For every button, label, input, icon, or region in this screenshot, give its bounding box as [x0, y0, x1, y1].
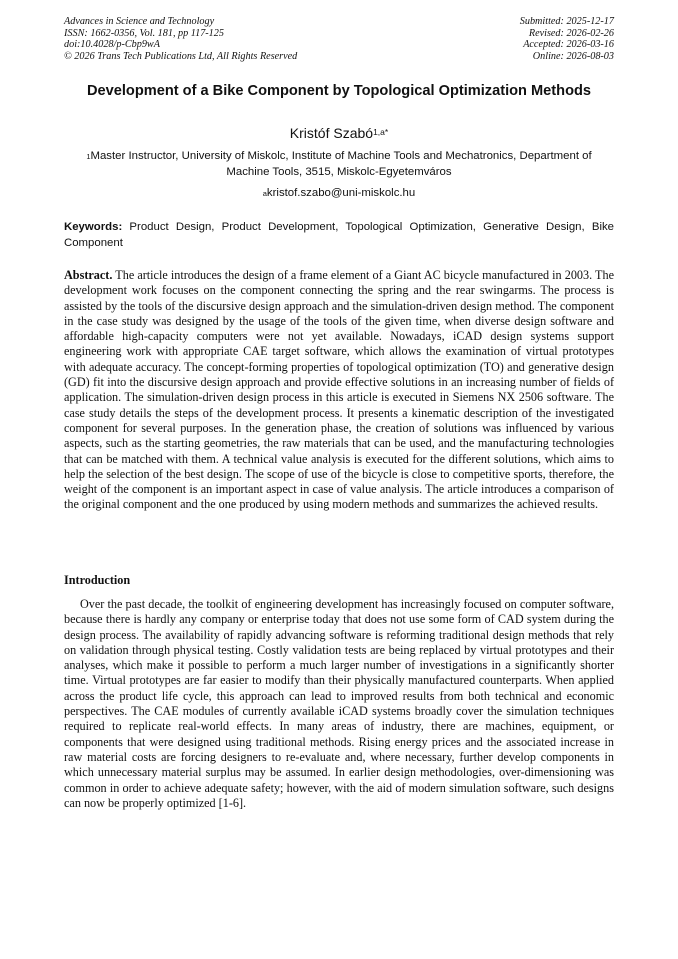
abstract	[64, 268, 614, 513]
journal-header-left	[64, 16, 297, 62]
journal-copyright: © 2026 Trans Tech Publications Ltd, All Rights Reserved	[64, 50, 298, 62]
paper-title: Development of a Bike Component by Topological Optimization Methods	[86, 83, 592, 99]
affiliation-text: Master Instructor, University of Miskolc, Institute of Machine Tools and Mechatronics, Department of Machine Tools, 3515, Miskolc-Egyetemváros	[90, 150, 592, 178]
email-superscript: a	[262, 189, 267, 198]
revised-date: Revised: 2026-02-26	[528, 27, 614, 39]
section-title-introduction: Introduction	[64, 573, 131, 587]
author-email: kristof.szabo@uni-miskolc.hu	[266, 187, 416, 199]
keywords	[64, 220, 614, 251]
online-date: Online: 2026-08-03	[532, 50, 614, 62]
author-line	[64, 124, 614, 142]
abstract-text: The article introduces the design of a frame element of a Giant AC bicycle manufactured in 2003. The development work focuses on the component connecting the spring and the rear swingarms. The process is assisted by the tools of the discursive design approach and the simulation-driven design method. The component in the case study was designed by the usage of the tools of the given time, when diverse design software and affordable high-capacity computers were not yet available. Nowadays, iCAD design systems support engineering work with appropriate CAE target software, which allows the examination of virtual prototypes with adequate accuracy. The concept-forming properties of topological optimization (TO) and generative design (GD) fit into the discursive design approach and provide effective solutions in an increasing number of fields of application. The simulation-driven design process in this article is executed in Siemens NX 2506 software. The case study details the steps of the development process. It presents a kinematic description of the investigated component for several purposes. In the generation phase, the creation of solutions was influenced by various aspects, such as the starting geometries, the raw materials that can be used, and the manufacturing technologies that can be matched with them. A technical value analysis is executed for the different solutions, which aims to help the selection of the best design. The scope of use of the bicycle is close to competitive sports, therefore, the weight of the component is an important aspect in case of value analysis. The article introduces a comparison of the original component and the one produced by using modern methods and summarizes the achieved results.	[64, 268, 614, 512]
affiliation-superscript: 1	[86, 152, 91, 161]
journal-issn: ISSN: 1662-0356, Vol. 181, pp 117-125	[64, 27, 224, 39]
accepted-date: Accepted: 2026-03-16	[523, 39, 614, 51]
affiliation	[64, 149, 614, 180]
author-email-line	[64, 186, 614, 201]
author-superscript: 1,a*	[373, 127, 389, 137]
introduction-paragraph: Over the past decade, the toolkit of engineering development has increasingly focused on computer software, because there is hardly any company or enterprise today that does not use some form of CAD system during the design process. The availability of rapidly advancing software is reforming traditional design methods that rely on validation through physical testing. Costly validation tests are being replaced by virtual prototypes and their analyses, which make it possible to perform a much larger number of investigations in a significantly shorter time. Virtual prototypes are far easier to modify than their physically manufactured counterparts. When applied across the product life cycle, this approach can lead to improved results from both technical and economic perspectives. The CAE modules of currently available iCAD systems broadly cover the simulation techniques required to replicate real-world effects. In many areas of industry, there are machines, equipment, or components that were designed using traditional methods. Rising energy prices and the associated increase in raw material costs are forcing designers to re-evaluate and, where necessary, further develop components in which unnecessary material surplus may be assumed. In earlier design methodologies, over-dimensioning was common in order to achieve adequate safety; however, with the aid of modern simulation software, such designs can now be properly optimized [1-6].	[64, 597, 614, 810]
journal-doi: doi:10.4028/p-Cbp9wA	[64, 39, 160, 51]
keywords-label: Keywords:	[64, 221, 123, 233]
submitted-date: Submitted: 2025-12-17	[519, 16, 614, 27]
keywords-text: Product Design, Product Development, Topological Optimization, Generative Design, Bike Component	[64, 221, 615, 249]
abstract-label: Abstract.	[64, 268, 113, 282]
journal-name: Advances in Science and Technology	[64, 16, 215, 27]
journal-header-right	[520, 16, 614, 62]
author-name: Kristóf Szabó	[289, 125, 374, 141]
